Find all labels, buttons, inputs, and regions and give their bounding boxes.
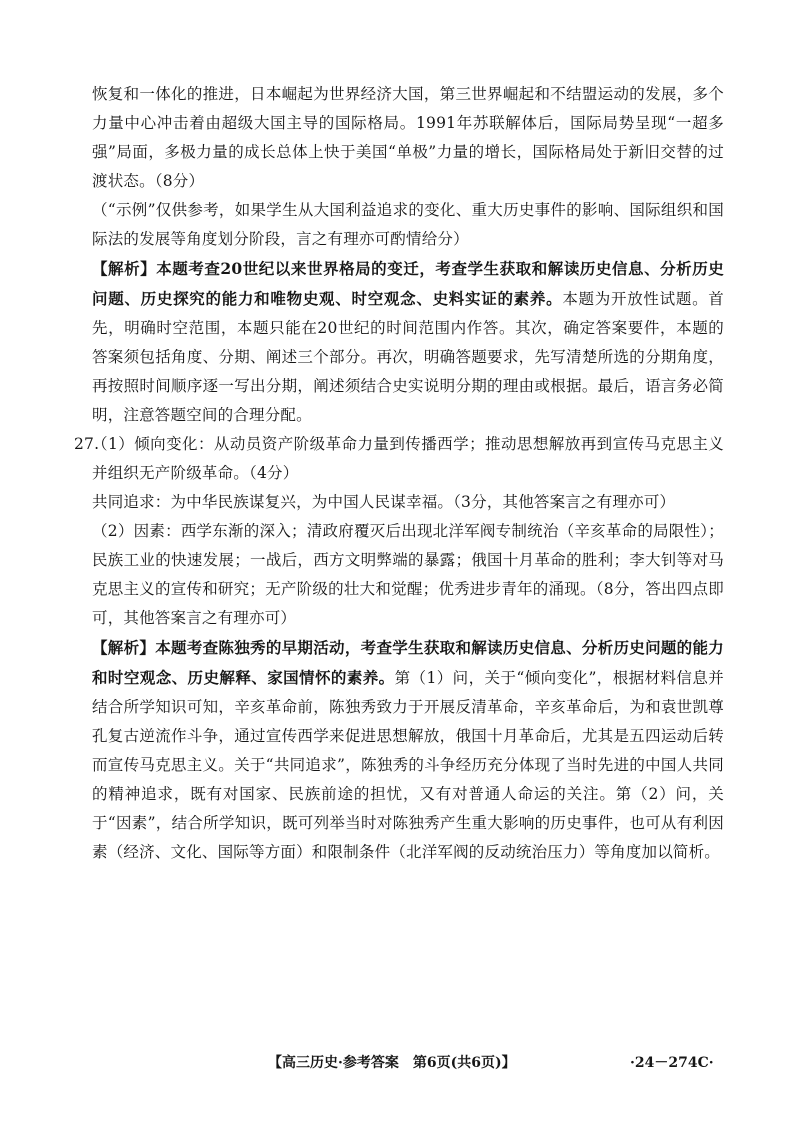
q27-common-pursuit: 共同追求：为中华民族谋复兴，为中国人民谋幸福。（3分，其他答案言之有理亦可） [92,493,676,511]
question-27 [74,430,724,867]
q26-conclusion-paragraph: 恢复和一体化的推进，日本崛起为世界经济大国，第三世界崛起和不结盟运动的发展，多个力量中心冲击着由超级大国主导的国际格局。1991年苏联解体后，国际局势呈现“一超多强”局面，多极力量的成长总体上快于美国“单极”力量的增长，国际格局处于新旧交替的过渡状态。（8分） [92,85,724,190]
q27-analysis-paragraph [92,633,724,867]
question-number: 27. [74,435,100,453]
q27-part2-answer: （2）因素：西学东渐的深入；清政府覆灭后出现北洋军阀专制统治（辛亥革命的局限性）；民族工业的快速发展；一战后，西方文明弊端的暴露；俄国十月革命的胜利；李大钊等对马克思主义的宣传和研究；无产阶级的壮大和觉醒；优秀进步青年的涌现。（8分，答出四点即可，其他答案言之有理亦可） [92,522,724,627]
footer-page-info: 【高三历史·参考答案 第6页(共6页)】 [268,1055,516,1071]
q26-analysis-heading: 【解析】本题考查20世纪以来世界格局的变迁，考查学生获取和解读历史信息、分析历史问题、历史探究的能力和唯物史观、时空观念、史料实证的素养。 [92,259,724,308]
q26-analysis-text: 本题为开放性试题。首先，明确时空范围，本题只能在20世纪的时间范围内作答。其次，确定答案要件，本题的答案须包括角度、分期、阐述三个部分。再次，明确答题要求，先写清楚所选的分期角度，再按照时间顺序逐一写出分期，阐述须结合史实说明分期的理由或根据。最后，语言务必简明，注意答题空间的合理分配。 [92,290,724,424]
q27-analysis-text: 第（1）问，关于“倾向变化”，根据材料信息并结合所学知识可知，辛亥革命前，陈独秀致力于开展反清革命，辛亥革命后，为和袁世凯尊孔复古逆流作斗争，通过宣传西学来促进思想解放，俄国十月革命后，尤其是五四运动后转而宣传马克思主义。关于“共同追求”，陈独秀的斗争经历充分体现了当时先进的中国人共同的精神追求，既有对国家、民族前途的担忧，又有对普通人命运的关注。第（2）问，关于“因素”，结合所学知识，既可列举当时对陈独秀产生重大影响的历史事件，也可从有利因素（经济、文化、国际等方面）和限制条件（北洋军阀的反动统治压力）等角度加以简析。 [92,669,724,861]
q27-analysis-heading: 【解析】本题考查陈独秀的早期活动，考查学生获取和解读历史信息、分析历史问题的能力和时空观念、历史解释、家国情怀的素养。 [92,638,724,687]
answer-content [74,80,724,867]
q26-analysis-paragraph [92,254,724,430]
footer-code: ·24－274C· [630,1055,714,1071]
q27-part1-answer: （1）倾向变化：从动员资产阶级革命力量到传播西学；推动思想解放再到宣传马克思主义并组织无产阶级革命。（4分） [92,435,724,482]
q26-note-paragraph: （“示例”仅供参考，如果学生从大国利益追求的变化、重大历史事件的影响、国际组织和国际法的发展等角度划分阶段，言之有理亦可酌情给分） [92,201,724,248]
